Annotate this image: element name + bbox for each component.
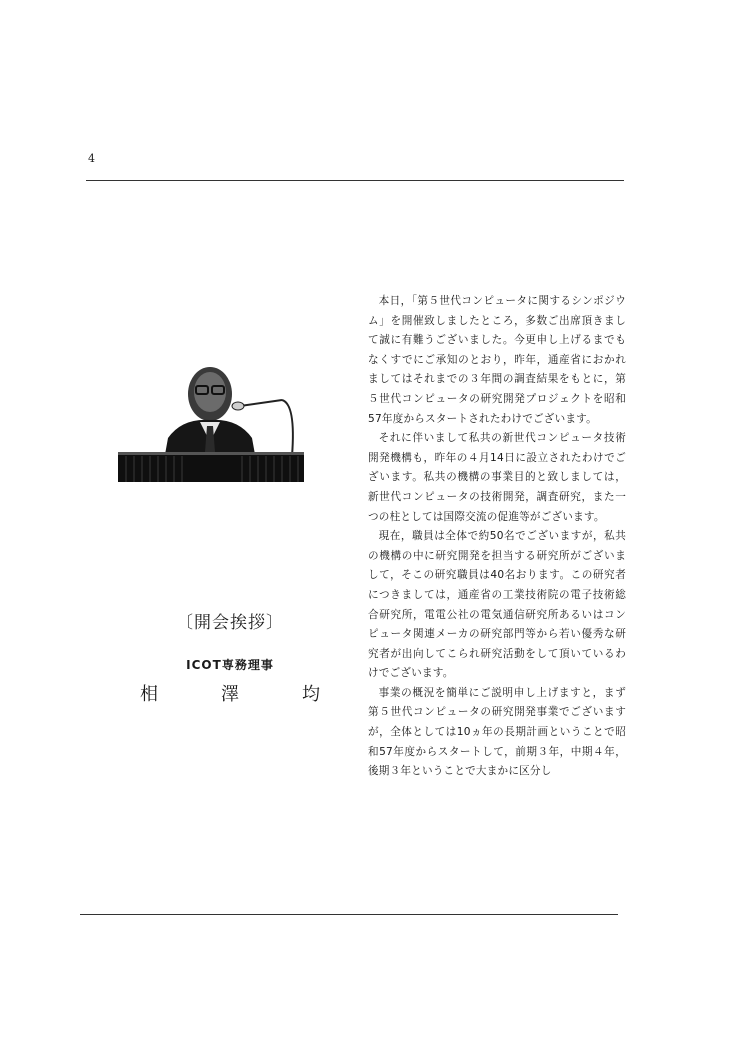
- paragraph: 事業の概況を簡単にご説明申し上げますと，まず第５世代コンピュータの研究開発事業でございますが，全体としては10ヵ年の長期計画ということで昭和57年度からスタートして，前期３年，中期４年，後期３年ということで大まかに区分し: [368, 686, 626, 778]
- page-number: 4: [88, 152, 95, 165]
- speaker-name-char: 相: [140, 684, 158, 705]
- top-rule: [86, 180, 624, 181]
- body-text: [368, 292, 626, 782]
- speaker-name-char: 澤: [221, 684, 239, 705]
- speaker-name-char: 均: [302, 684, 320, 705]
- paragraph: 本日，「第５世代コンピュータに関するシンポジウム」を開催致しましたところ，多数ご出席頂きまして誠に有難うございました。今更申し上げるまでもなくすでにご承知のとおり，昨年，通産省におかれましてはそれまでの３年間の調査結果をもとに，第５世代コンピュータの研究開発プロジェクトを昭和57年度からスタートされたわけでございます。: [368, 295, 626, 425]
- bottom-rule: [80, 914, 618, 915]
- paragraph: 現在，職員は全体で約50名でございますが，私共の機構の中に研究開発を担当する研究所がございまして，そこの研究職員は40名おります。この研究者につきましては，通産省の工業技術院の電子技術総合研究所，電電公社の電気通信研究所あるいはコンピュータ関連メーカの研究部門等から若い優秀な研究者が出向してこられ研究活動をして頂いているわけでございます。: [368, 530, 626, 680]
- speaker-name: [140, 680, 320, 706]
- speaker-role: ICOT専務理事: [186, 658, 274, 672]
- speaker-photo: [112, 360, 310, 482]
- paragraph: それに伴いまして私共の新世代コンピュータ技術開発機構も，昨年の４月14日に設立されたわけでございます。私共の機構の事業目的と致しましては，新世代コンピュータの技術開発，調査研究，また一つの柱としては国際交流の促進等がございます。: [368, 432, 626, 523]
- section-title: 〔開会挨拶〕: [176, 613, 284, 633]
